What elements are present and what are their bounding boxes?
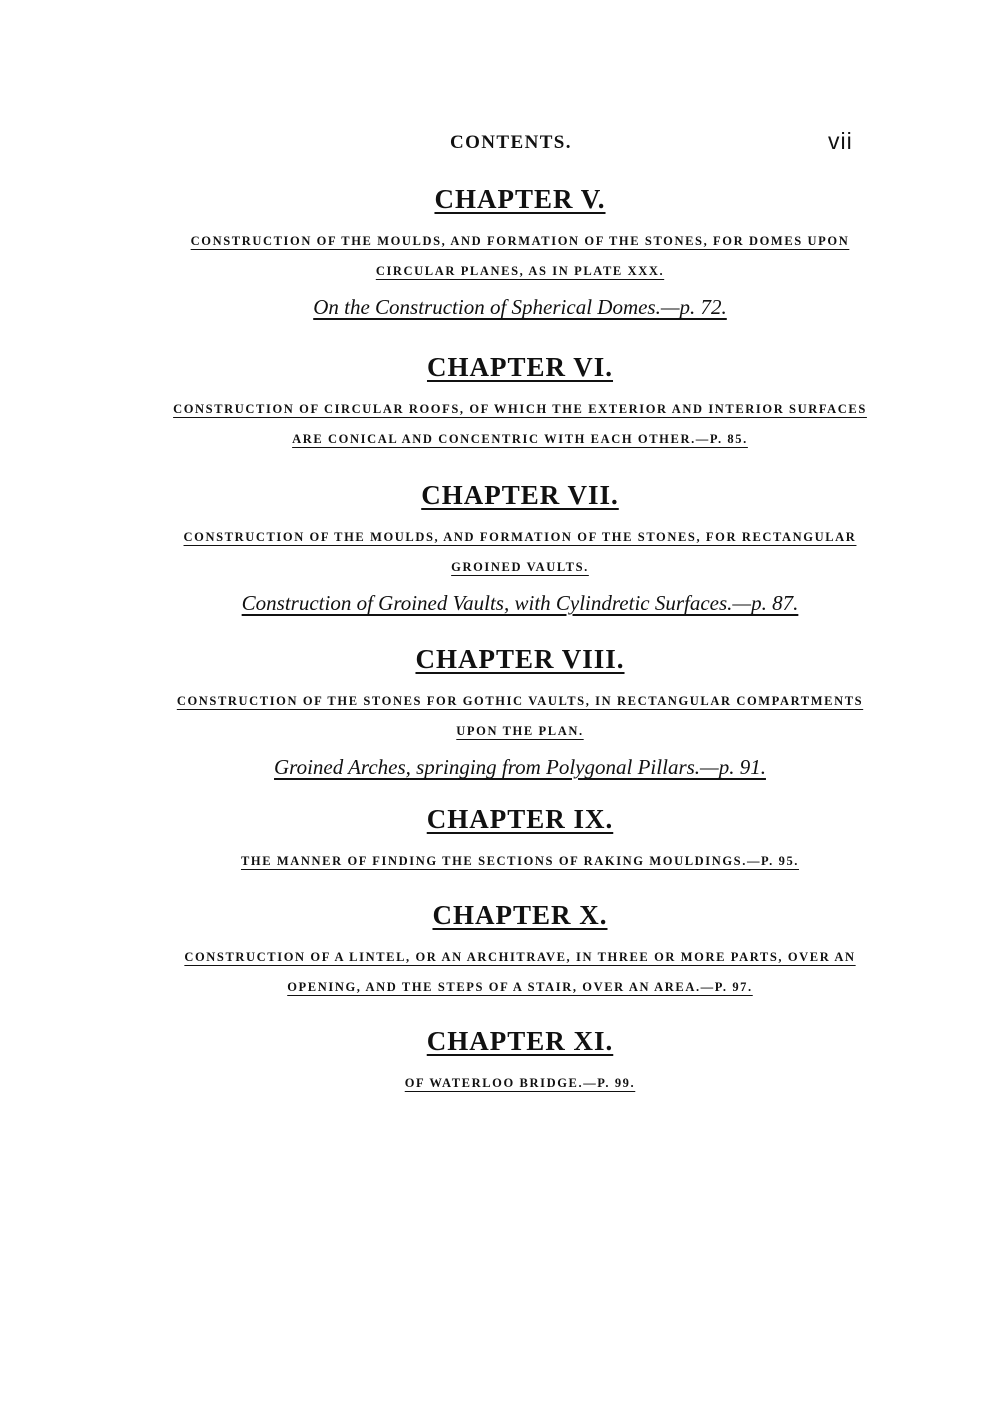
chapter-vii-entry xyxy=(170,478,870,618)
chapter-title: CHAPTER IX. xyxy=(426,804,614,834)
chapter-subtitle: On the Construction of Spherical Domes.—p. 72. xyxy=(313,295,727,319)
chapter-viii-entry xyxy=(170,642,870,782)
chapter-summary: CONSTRUCTION OF THE MOULDS, AND FORMATION OF THE STONES, FOR DOMES UPON CIRCULAR PLANES, AS IN PLATE XXX. xyxy=(190,234,850,278)
chapter-subtitle: Construction of Groined Vaults, with Cylindretic Surfaces.—p. 87. xyxy=(241,591,799,615)
chapter-x-entry xyxy=(170,898,870,1002)
chapter-summary: OF WATERLOO BRIDGE.—P. 99. xyxy=(404,1076,636,1090)
chapter-summary: CONSTRUCTION OF A LINTEL, OR AN ARCHITRAVE, IN THREE OR MORE PARTS, OVER AN OPENING, AND THE STEPS OF A STAIR, OVER AN AREA.—P. 97. xyxy=(184,950,856,994)
chapter-summary: CONSTRUCTION OF THE STONES FOR GOTHIC VAULTS, IN RECTANGULAR COMPARTMENTS UPON THE PLAN. xyxy=(176,694,864,738)
chapter-title: CHAPTER VI. xyxy=(426,352,614,382)
running-head: CONTENTS. xyxy=(450,132,572,153)
chapter-ix-entry xyxy=(170,802,870,876)
chapter-title: CHAPTER XI. xyxy=(426,1026,614,1056)
chapter-title: CHAPTER X. xyxy=(432,900,608,930)
chapter-subtitle: Groined Arches, springing from Polygonal Pillars.—p. 91. xyxy=(274,755,766,779)
page-number: vii xyxy=(828,128,853,154)
page-header xyxy=(0,128,1000,160)
table-of-contents xyxy=(170,182,870,1098)
chapter-summary: THE MANNER OF FINDING THE SECTIONS OF RAKING MOULDINGS.—P. 95. xyxy=(240,854,800,868)
chapter-v-entry xyxy=(170,182,870,322)
chapter-title: CHAPTER V. xyxy=(434,184,606,214)
chapter-xi-entry xyxy=(170,1024,870,1098)
chapter-vi-entry xyxy=(170,350,870,454)
chapter-summary: CONSTRUCTION OF CIRCULAR ROOFS, OF WHICH THE EXTERIOR AND INTERIOR SURFACES ARE CONICAL AND CONCENTRIC WITH EACH OTHER.—P. 85. xyxy=(173,402,867,446)
chapter-summary: CONSTRUCTION OF THE MOULDS, AND FORMATION OF THE STONES, FOR RECTANGULAR GROINED VAULTS. xyxy=(183,530,857,574)
chapter-title: CHAPTER VIII. xyxy=(415,644,625,674)
chapter-title: CHAPTER VII. xyxy=(421,480,619,510)
